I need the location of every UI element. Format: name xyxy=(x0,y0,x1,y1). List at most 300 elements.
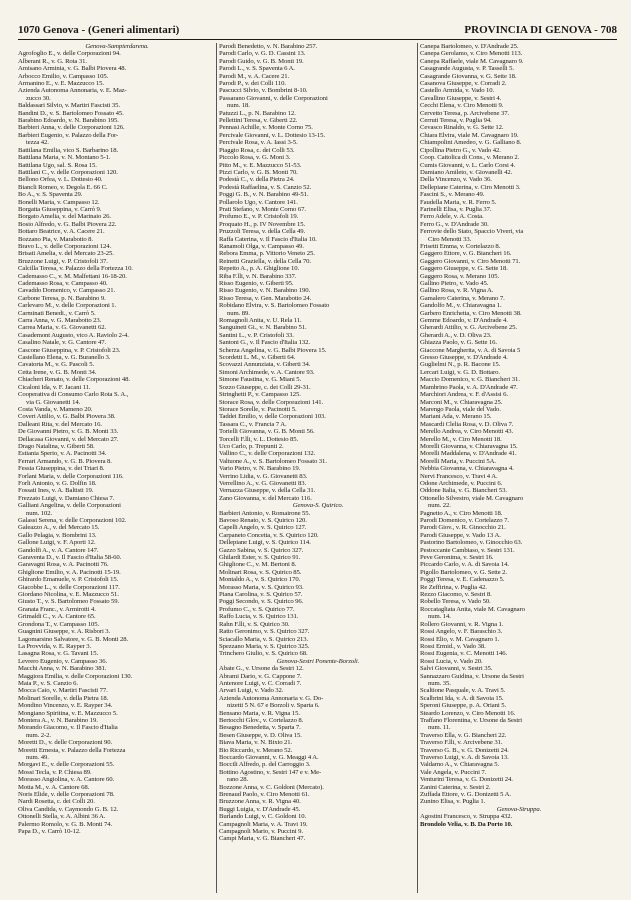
listing-entry: Canepa Bartolomeo, v. D'Andrade 25. xyxy=(420,43,519,50)
listing-entry: Dalleani Rita, v. del Mercato 16. xyxy=(18,420,102,428)
listing-entry: Campagnoli Maria, v. A. Travi 19. xyxy=(219,820,308,828)
listing-entry: num. 89. xyxy=(227,309,250,317)
listing-entry: Abate G., v. Ursone da Sestri 12. xyxy=(219,665,304,673)
listing-entry: Marengo Paola, viale del Vado. xyxy=(420,405,501,413)
listing-entry: Sciacallo Maria, v. S. Quirico 213. xyxy=(219,635,309,643)
listing-entry: Ferrovie dello Stato, Spaccio Viveri, via xyxy=(420,228,524,236)
listing-entry: Fessia Giuseppina, v. dei Triari 8. xyxy=(18,465,105,473)
listing-entry: Mascardi Clelia Rosa, v. D. Oliva 7. xyxy=(420,420,514,428)
listing-entry: Chiampolini Amedeo, v. G. Galliano 8. xyxy=(420,139,522,147)
listing-entry: Romagnoli Anita, v. U. Rela 11. xyxy=(219,317,302,325)
listing-entry: Poggi Secondo, v. S. Quirico 96. xyxy=(219,598,304,606)
listing-entry: Scordetti L. M., v. Giberti 64. xyxy=(219,354,296,362)
listing-entry: Mossi Tecla, v. P. Chiesa 89. xyxy=(18,768,92,776)
listing-entry: Spezzano Maria, v. S. Quirico 325. xyxy=(219,642,310,650)
listing-entry: Frezzato Luigi, v. Damiano Chiesa 7. xyxy=(18,494,115,502)
listing-entry: Ghiazza Paolo, v. G. Sette 16. xyxy=(420,339,497,347)
listing-entry: Morelli Giovanna, v. Chiaravagna 15. xyxy=(420,442,518,450)
listing-entry: Brenaud Paolo, v. Ciro Menotti 61. xyxy=(219,791,310,799)
listing-entry: Azienda Autonoma Annonaria, v. E. Maz- xyxy=(18,87,127,95)
listing-entry: Zanini Caterina, v. Sestri 2. xyxy=(420,783,491,791)
listing-entry: Cumis Giovanni, v. L. Carlo Corsi 4. xyxy=(420,161,516,169)
listing-entry: Macchi Anna, v. N. Barabino 381. xyxy=(18,665,107,673)
listing-entry: Parodi Guido, v. G. B. Monti 19. xyxy=(219,57,304,65)
listing-entry: Drago Natalina, v. Giberti 58. xyxy=(18,442,95,450)
listing-entry: Battilani C., v. delle Corporazioni 120. xyxy=(18,168,118,176)
listing-entry: Repetto A., p. A. Ghiglione 10. xyxy=(219,265,300,273)
listing-entry: Boccardo Giovanni, v. G. Meaggi 4 A. xyxy=(219,754,319,761)
listing-entry: Parodi M., v. A. Cacere 21. xyxy=(219,72,290,80)
listing-entry: Ghiglione Emilio, v. A. Pacinotti 15-19. xyxy=(18,568,121,576)
listing-entry: Coop. Cattolica di Cons., v. Merano 2. xyxy=(420,154,520,162)
listing-entry: num. 14. xyxy=(428,613,451,621)
listing-entry: Biava Maria, v. N. Bixio 21. xyxy=(219,739,293,747)
listing-entry: Parodi Domenico, v. Cortelazzo 7. xyxy=(420,517,509,524)
listing-entry: Barbieri Antonio, v. Romairone 55. xyxy=(219,509,311,517)
listing-entry: Carrea Maria, v. G. Giovanetti 62. xyxy=(18,324,107,332)
listing-entry: Valdarno A., v. Chiaravagna 5. xyxy=(420,761,500,769)
listing-entry: Casanova Giuseppe, v. Corradi 2. xyxy=(420,80,507,88)
listing-entry: Piana Carolina, v. S. Quirico 57. xyxy=(219,591,303,599)
listing-entry: Carbone Teresa, p. N. Barabino 9. xyxy=(18,294,106,302)
listing-entry: Cetta Irene, v. G. B. Monti 34. xyxy=(18,368,97,376)
listing-entry: Battilana Maria, v. N. Montano 5-1. xyxy=(18,154,111,162)
listing-entry: Cascone Giuseppina, v. P. Cristofoli 23. xyxy=(18,346,121,354)
listing-entry: Bonelli Maria, v. Campasso 12. xyxy=(18,198,100,206)
section-heading: Genova-Sampierdarena. xyxy=(85,43,149,50)
listing-entry: Carra Anna, v. G. Marabotto 23. xyxy=(18,317,102,325)
listing-entry: num. 18. xyxy=(227,102,250,110)
listing-entry: Morelli Maria, v. Puccini 5A. xyxy=(420,457,496,465)
listing-entry: Prati Stefano, v. Monte Corno 67. xyxy=(219,205,306,213)
listing-entry: Guglielmi N., p. R. Bacone 15. xyxy=(420,361,501,369)
listing-entry: Dellepiane Caterina, v. Ciro Menotti 3. xyxy=(420,183,521,191)
listing-entry: num. 22. xyxy=(428,502,451,510)
listing-entry: Bensano Maria, v. R. Vigna 15. xyxy=(219,709,300,717)
listing-entry: Stringhetti P., v. Campasso 125. xyxy=(219,391,301,399)
listing-entry: Pastorino Bartolomeo, v. Ginocchio 63. xyxy=(420,539,523,547)
listing-entry: Ferro G., v. D'Andrade 30. xyxy=(420,220,489,228)
listing-entry: Rossi Elio, v. M. Cavagnaro 1. xyxy=(420,635,500,643)
listing-entry: Pestoccante Cambiaso, v. Sestri 131. xyxy=(420,546,515,554)
listing-entry: Vernazza Giuseppe, v. della Cella 31. xyxy=(219,487,316,495)
listing-entry: Fascini S., v. Merano 49. xyxy=(420,191,485,199)
listing-entry: Garavagni Rosa, v. A. Pacinotti 76. xyxy=(18,561,109,569)
listing-entry: Podestà Raffaelina, v. S. Canzio 52. xyxy=(219,183,312,191)
listing-entry: Giordano Nicolina, v. E. Mazzucco 51. xyxy=(18,591,119,599)
listing-entry: Merello M., v. Ciro Menotti 18. xyxy=(420,435,502,443)
listing-entry: Simone Faustina, v. G. Miani 5. xyxy=(219,376,302,384)
listing-entry: Bozzone Anna, v. C. Goldoni (Mercato). xyxy=(219,783,324,791)
listing-entry: Cipollina Pietro G., v. Vado 42. xyxy=(420,146,501,154)
listing-entry: Traverso F.lli, v. Arcivebene 31. xyxy=(420,739,503,747)
listing-entry: Motta M., v. A. Cantore 68. xyxy=(18,783,90,791)
listing-entry: Oliva Candida, v. Caymondo G. B. 12. xyxy=(18,805,119,813)
listing-entry: Lagomarsino Salvatore, v. G. B. Monti 28. xyxy=(18,635,129,643)
listing-entry: Fossati Ines, v. A. Baltisti 19. xyxy=(18,487,94,495)
listing-entry: Canepa Gerolamo, v. Ciro Menotti 113. xyxy=(420,50,523,58)
listing-entry: Garbero Enrichetta, v. Ciro Menotti 38. xyxy=(420,309,522,317)
listing-entry: Ferro Adele, v. A. Costa. xyxy=(420,213,484,221)
column-1 xyxy=(18,43,216,893)
listing-entry: Bottaro Beatrice, v. A. Cacere 21. xyxy=(18,228,105,236)
listing-entry: Gamalero Caterina, v. Merano 7. xyxy=(420,294,505,302)
listing-entry: Scovazzi Annunziata, v. Giberti 34. xyxy=(219,361,311,369)
section-heading: Genova-Struppa. xyxy=(496,805,542,813)
listing-entry: Bruzzone Luigi, v. P. Cristofoli 37. xyxy=(18,257,108,265)
listing-entry: Pitto M., v. E. Mazzucco 51-53. xyxy=(219,161,302,169)
listing-entry: Granata Franc., v. Armirotti 4. xyxy=(18,605,96,613)
listing-entry: Guagnini Giuseppe, v. A. Risbori 3. xyxy=(18,628,111,636)
listing-entry: Re Zeffirina, v. Puglia 42. xyxy=(420,583,487,591)
listing-entry: Verrino Lidia, v. G. Giovanetti 83. xyxy=(219,472,308,480)
listing-entry: Cicaloni Ida, v. F. Jacani 11. xyxy=(18,383,91,391)
listing-entry: Lercari Luigi, v. G. D. Bottaro. xyxy=(420,368,500,376)
listing-entry: Ghiglione C., v. M. Bertoni 8. xyxy=(219,561,297,569)
listing-entry: Roccatagliata Anita, viale M. Cavagnaro xyxy=(420,605,525,613)
listing-entry: Ferrari Armando, v. G. B. Piovera 8. xyxy=(18,457,112,465)
listing-entry: Lasagna Rosa, v. G. Tavani 15. xyxy=(18,650,99,658)
listing-entry: zucco 30. xyxy=(26,94,51,102)
listing-entry: De Giovanni Pietro, v. G. B. Monti 33. xyxy=(18,428,119,436)
listing-entry: Cademasso C., v. M. Malfettani 16-18-20. xyxy=(18,272,127,280)
listing-entry: Brondolo Velia, v. B. Da Porto 10. xyxy=(420,820,513,828)
listing-entry: Cavallino Giuseppe, v. Sestri 4. xyxy=(420,94,502,102)
listing-entry: Battilana Emilia, vico S. Barbarino 18. xyxy=(18,146,119,154)
listing-entry: Coveri Attilio, v. G. Balbi Piovera 38. xyxy=(18,413,116,421)
listing-entry: Canepa Raffaele, viale M. Cavagnaro 9. xyxy=(420,57,524,65)
listing-entry: Gallino Pietro, v. Vado 45. xyxy=(420,280,489,287)
listing-entry: Giaccone Margherita, v. A. di Savoia 5 xyxy=(420,346,521,354)
listing-entry: Maia P., v. S. Canzio 6. xyxy=(18,679,78,687)
listing-entry: Zano Giovanna, v. del Mercato 116. xyxy=(219,494,312,502)
listing-entry: Pruzzoli Teresa, v. della Cella 49. xyxy=(219,228,306,236)
listing-entry: Bellono Orfea, v. L. Dottesio 40. xyxy=(18,176,103,184)
listing-entry: Gaggero Ettore, v. G. Biancheri 16. xyxy=(420,250,512,258)
listing-entry: Moretti Ernesta, v. Palazzo della Fortezza xyxy=(18,746,126,754)
listing-entry: Storace Rosa, v. delle Corporazioni 141. xyxy=(219,398,324,406)
listing-entry: Biancli Romeo, v. Degola E. 66 C. xyxy=(18,183,108,191)
listing-entry: Ottonelli Stella, v. A. Albini 36 A. xyxy=(18,813,106,821)
listing-entry: Montera A., v. N. Barabino 19. xyxy=(18,716,98,724)
listing-entry: Marchiori Andrea, v. F. d'Assisi 6. xyxy=(420,391,508,399)
listing-entry: Trinchero Giulio, v. S. Quirico 68. xyxy=(219,650,308,658)
listing-entry: Papa D., v. Carrò 10-12. xyxy=(18,828,81,836)
listing-entry: Moretti D., v. delle Corporazioni 90. xyxy=(18,739,113,747)
listing-entry: Gaggero Rosa, v. Merano 105. xyxy=(420,272,500,280)
listing-entry: Pollarolo Ugo, v. Cantore 141. xyxy=(219,198,298,206)
listing-entry: Pennasi Achille, v. Monte Corno 75. xyxy=(219,124,313,132)
listing-entry: Valtuone A., v. S. Bartolomeo Fossato 31. xyxy=(219,457,327,465)
listing-entry: Borgatta Giuseppina, v. Carrò 9. xyxy=(18,205,102,213)
listing-entry: Chiacheri Renato, v. delle Corporazioni 48. xyxy=(18,376,130,384)
listing-entry: Vario Pietro, v. N. Barabino 19. xyxy=(219,465,301,473)
listing-entry: Farinelli Elisa, v. Puglia 37. xyxy=(420,205,492,213)
listing-entry: Abrami Dario, v. G. Cappone 7. xyxy=(219,672,302,680)
listing-entry: Zuffada Ettore, v. G. Donizetti 5 A. xyxy=(420,791,511,799)
listing-entry: Cerruti Teresa, v. Puglia 94. xyxy=(420,117,492,125)
listing-entry: Vallino C., v. delle Corporazioni 132. xyxy=(219,450,316,458)
listing-entry: Parodi P., v. dei Colli 110. xyxy=(219,80,286,88)
listing-entry: Marconi M., v. Chiaravagna 25. xyxy=(420,398,503,406)
listing-entry: Gallone Luigi, v. F. Aporti 12. xyxy=(18,539,96,547)
listing-entry: Arbocco Emilio, v. Campasso 105. xyxy=(18,72,109,80)
listing-entry: Podestà C., v. della Pietra 24. xyxy=(219,176,295,184)
listing-entry: Mongiano Spiritina, v. E. Mazzucco 5. xyxy=(18,709,118,717)
listing-entry: Arvari Luigi, v. Vado 32. xyxy=(219,687,284,695)
listing-entry: Campagnoli Mario, v. Puccini 9. xyxy=(219,828,303,836)
listing-entry: Speroni Giuseppe, p. A. Oriani 5. xyxy=(420,702,507,710)
listing-entry: Galassi Serena, v. delle Corporazioni 102. xyxy=(18,517,127,524)
listing-entry: Nebbia Giovanna, v. Chiaravagna 4. xyxy=(420,465,514,473)
listing-entry: Cavaddo Domenico, v. Campasso 21. xyxy=(18,287,116,295)
listing-entry: Forli Antonio, v. G. Dolfin 18. xyxy=(18,479,97,487)
listing-entry: tezza 42. xyxy=(26,139,49,147)
listing-entry: Gandolfo M., v. Chiaravagna 1. xyxy=(420,302,502,310)
listing-entry: Armanino E., v. E. Mazzucco 15. xyxy=(18,80,104,88)
listing-entry: Peve Geronima, v. Sestri 16. xyxy=(420,554,494,562)
listing-entry: Gherardi Attilio, v. G. Arcivebene 25. xyxy=(420,324,517,332)
listing-entry: Dellacasa Giovanni, v. del Mercato 27. xyxy=(18,435,119,443)
listing-entry: Traffano Florentina, v. Ursone da Sestri xyxy=(420,716,522,724)
listing-entry: Estiania Sperio, v. A. Pacinotti 34. xyxy=(18,450,107,458)
listing-entry: Ghilardi Ester, v. S. Quirico 91. xyxy=(219,554,301,562)
listing-entry: Piccolo Rosa, v. G. Moni 3. xyxy=(219,154,291,162)
listing-entry: Dellepiane Luigi, v. S. Quirico 114. xyxy=(219,539,311,547)
listing-entry: Percivale Rosa, v. A. Iassi 3-5. xyxy=(219,139,298,147)
listing-entry: Casalino Natale, v. G. Cantore 47. xyxy=(18,339,107,347)
listing-entry: Traverso Luigi, v. A. di Savoia 13. xyxy=(420,754,509,761)
listing-entry: Galliani Angelina, v. delle Corporazioni xyxy=(18,502,121,510)
listing-entry: Proquato H., p. IV Novembre 15. xyxy=(219,220,306,228)
listing-entry: Parodi Giuseppe, v. Vado 13 A. xyxy=(420,531,501,539)
listing-entry: Gaggero Giuseppe, v. G. Sette 18. xyxy=(420,265,508,273)
listing-entry: Brisati Amelia, v. del Mercato 23-25. xyxy=(18,250,114,258)
listing-entry: Faudella Maria, v. R. Ferro 5. xyxy=(420,198,497,206)
listing-entry: Piccardo Carlo, v. A. di Savoia 14. xyxy=(420,561,509,569)
listing-entry: Percivale Giovanni, v. L. Dottesio 13-15. xyxy=(219,131,325,139)
listing-entry: num. 102. xyxy=(26,509,53,517)
listing-entry: via G. Giovanetti 14. xyxy=(26,398,81,406)
listing-entry: Castello Armida, v. Vado 10. xyxy=(420,87,495,95)
listing-entry: Ottonello Silvestro, viale M. Cavagnaro xyxy=(420,494,524,502)
listing-entry: Barbieri Eugenio, v. Palazzo della For- xyxy=(18,131,119,139)
listing-entry: Risso Eugenio, v. Giberti 95. xyxy=(219,280,294,287)
header-right: PROVINCIA DI GENOVA - 708 xyxy=(464,24,617,36)
listing-entry: Vale Angela, v. Puccini 7. xyxy=(420,768,487,776)
listing-entry: Bottino Agostino, v. Sestri 147 e v. Me- xyxy=(219,768,322,776)
listing-entry: Gandolfi A., v. A. Cantore 147. xyxy=(18,546,99,554)
listing-entry: Capelli Angelo, v. S. Quirico 127. xyxy=(219,524,307,532)
listing-entry: Pagnetto A., v. Ciro Menotti 18. xyxy=(420,509,503,517)
listing-entry: Barbieri Anna, v. delle Corporazioni 126. xyxy=(18,124,125,132)
listing-entry: Robidano Elvira, v. S. Bartolomeo Fossato xyxy=(219,302,330,310)
listing-entry: Damiano Amileto, v. Giovanelli 42. xyxy=(420,168,513,176)
listing-entry: Casagrande Augusta, v. P. Tasselli 5. xyxy=(420,65,514,73)
listing-entry: Giacobbe L., v. delle Corporazioni 117. xyxy=(18,583,120,591)
listing-entry: Carminati Benedi., v. Carrò 5. xyxy=(18,309,96,317)
listing-entry: num. 2-2. xyxy=(26,731,51,739)
listing-entry: Raffa Caterina, v. Il Fascio d'Italia 10. xyxy=(219,235,317,243)
listing-entry: Bavoso Renato, v. S. Quirico 120. xyxy=(219,517,307,524)
listing-entry: Barabino Edoardo, v. N. Barabino 195. xyxy=(18,117,119,125)
listing-entry: Molinari Sorelle, v. della Pietra 18. xyxy=(18,694,109,702)
listing-entry: Morando Giacomo, v. Il Fascio d'Italia xyxy=(18,724,118,732)
listing-entry: Gresso Giuseppe, v. D'Andrade 4. xyxy=(420,354,508,362)
listing-entry: Verrellino A., v. G. Giovanetti 83. xyxy=(219,479,307,487)
listing-entry: Della Vincenzo, v. Vado 36. xyxy=(420,176,492,184)
listing-entry: Profumo E., v. P. Cristofoli 19. xyxy=(219,213,299,221)
listing-entry: Gallino Rosa, v. R. Vigna A. xyxy=(420,287,494,295)
listing-entry: Sozzo Giuseppe, c. dei Colli 29-31. xyxy=(219,383,311,391)
listing-entry: Parodi L., v. S. Spaventa 6 A. xyxy=(219,65,295,73)
listing-entry: num. 11. xyxy=(428,724,451,732)
listing-entry: Rahn F.lli, v. S. Quirico 30. xyxy=(219,620,290,628)
listing-entry: Traverso Ella, v. G. Biancheri 22. xyxy=(420,731,507,739)
listing-entry: Amisano Arminia, v. G. Balbi Piovera 48. xyxy=(18,65,127,73)
listing-entry: num. 49. xyxy=(26,754,49,761)
listing-entry: Frisetti Emma, v. Cortelazzo 8. xyxy=(420,242,501,250)
listing-entry: Campi Maria, v. G. Biancheri 47. xyxy=(219,835,306,843)
listing-entry: Bertocchi Glov., v. Cortelazzo 8. xyxy=(219,716,304,724)
listing-entry: Parodi Giov., v. R. Ginocchio 21. xyxy=(420,524,506,532)
listing-entry: nizetti 5 N. 67 e Borzoli v. Sparta 6. xyxy=(227,702,320,710)
listing-entry: Morasso Angiolina, v. A. Cantore 60. xyxy=(18,776,115,784)
listing-entry: Sannazzaro Guidina, v. Ursone da Sestri xyxy=(420,672,524,680)
listing-entry: Cooperativa di Consumo Carlo Rota S. A., xyxy=(18,391,129,399)
listing-entry: Besagno Benedetta, v. Sparta 7. xyxy=(219,724,301,732)
listing-entry: Odone Archimede, v. Puccini 6. xyxy=(420,479,503,487)
listing-entry: Bio Riccardo, v. Merano 52. xyxy=(219,746,293,754)
listing-entry: Alberani R., v. G. Rota 31. xyxy=(18,57,87,65)
listing-entry: Piaggio Rosa, c. dei Colli 53. xyxy=(219,146,295,154)
listing-entry: Agrofoglio E., v. delle Corporazioni 94. xyxy=(18,50,121,58)
listing-entry: Reinetti Graziella, v. della Cella 70. xyxy=(219,257,311,265)
header-rule xyxy=(18,39,617,40)
listing-entry: Burlando Luigi, v. C. Goldoni 10. xyxy=(219,813,307,821)
listing-entry: Pigollo Bartolomeo, v. G. Sette 2. xyxy=(420,568,507,576)
listing-entry: Santoni G., v. Il Fascio d'Italia 132. xyxy=(219,339,310,347)
listing-entry: Levrero Eugenio, v. Campasso 36. xyxy=(18,657,108,665)
listing-entry: num. 35. xyxy=(428,679,451,687)
listing-entry: Rossi Lucia, v. Vado 20. xyxy=(420,657,483,665)
listing-entry: Riba F.lli, v. N. Barabino 337. xyxy=(219,272,297,280)
listing-entry: Salvi Giovanni, v. Sestri 35. xyxy=(420,665,493,673)
listing-entry: Gazzo Sabina, v. S. Quirico 327. xyxy=(219,546,304,554)
listing-entry: Risso Eugenio, v. N. Barabino 190. xyxy=(219,287,311,295)
listing-entry: Bravo L., v. delle Corporazioni 124. xyxy=(18,242,112,250)
listing-entry: Castellano Elena, v. G. Buranello 3. xyxy=(18,354,111,362)
listing-entry: Taddei Emilio, v. delle Corporazioni 103. xyxy=(219,413,326,421)
listing-entry: Antenore Luigi, v. C. Corradi 7. xyxy=(219,679,302,687)
listing-entry: Uco Carlo, p. Trepunti 2. xyxy=(219,442,284,450)
listing-entry: Ranamoli Olga, v. Campasso 49. xyxy=(219,242,304,250)
listing-entry: Patuzzi L., p. N. Barabino 12. xyxy=(219,109,296,117)
listing-entry: Battilana Ugo, sal. S. Rosa 15. xyxy=(18,161,97,169)
listing-entry: Raffo Lucia, v. S. Quirico 131. xyxy=(219,613,299,621)
listing-entry: Grimaldi C., v. A. Cantore 65. xyxy=(18,613,96,621)
listing-entry: Parodi Benedetto, v. N. Barabino 257. xyxy=(219,43,318,50)
section-heading: Genova-Sestri Ponente-Borzoli. xyxy=(276,657,360,665)
column-2 xyxy=(216,43,417,893)
listing-entry: Giusto T., v. S. Bartolomeo Fossato 59. xyxy=(18,598,120,606)
listing-entry: Galeazzo A., v. del Mercato 15. xyxy=(18,524,100,532)
listing-entry: Gallo Pelagia, v. Bombrini 13. xyxy=(18,531,97,539)
listing-entry: Cavatorta M., v. G. Pascoli 5. xyxy=(18,361,95,369)
listing-entry: La Provvida, v. E. Rayper 3. xyxy=(18,642,92,650)
listing-entry: Palermo Romolo, v. G. B. Monti 74. xyxy=(18,820,113,828)
listing-entry: Noris Elide, v. delle Corporazioni 78. xyxy=(18,791,115,799)
listing-entry: Molinari Rosa, v. S. Quirico 85. xyxy=(219,568,302,576)
listing-entry: Pellettini Teresa, v. Giberti 22. xyxy=(219,117,298,125)
listing-entry: Parodi Carlo, v. G. D. Cassini 13. xyxy=(219,50,306,58)
listing-entry: Nervi Francesco, v. Travi 4 A. xyxy=(420,472,498,480)
listing-entry: Besen Giuseppe, v. D. Oliva 15. xyxy=(219,731,302,739)
listing-entry: Oddone Italia, v. G. Biancheri 53. xyxy=(420,487,507,495)
listing-entry: Buggi Luigia, v. D'Andrade 45. xyxy=(219,805,301,813)
column-3 xyxy=(417,43,618,893)
listing-entry: Calcilla Teresa, v. Palazzo della Fortezza 10. xyxy=(18,265,133,273)
listing-entry: Morgavi E., v. delle Corporazioni 55. xyxy=(18,761,115,769)
listing-entry: Tassara C., v. Francia 7 A. xyxy=(219,420,287,428)
listing-columns xyxy=(18,43,618,893)
listing-entry: Poggi G. B., v. N. Barabino 49-51. xyxy=(219,191,309,199)
listing-entry: Torielli Giovanna, v. G. B. Monti 56. xyxy=(219,428,315,436)
listing-entry: Poggi Teresa, v. E. Cadenazzo 5. xyxy=(420,576,505,584)
listing-entry: Gherardi A., v. D. Oliva 23. xyxy=(420,331,492,339)
listing-entry: Rebora Emma, p. Vittorio Veneto 25. xyxy=(219,250,315,258)
listing-entry: Mambrino Paola, v. A. D'Andrade 47. xyxy=(420,383,518,391)
listing-entry: Merello Andrea, v. Ciro Menotti 43. xyxy=(420,428,514,436)
listing-entry: rano 28. xyxy=(227,776,249,784)
section-heading: Genova-S. Quirico. xyxy=(292,502,344,510)
listing-entry: Bruzzone Anna, v. R. Vigna 40. xyxy=(219,798,301,806)
listing-entry: Rezzo Giacomo, v. Sestri 8. xyxy=(420,591,492,599)
page-header xyxy=(18,23,617,37)
listing-entry: Carpaneto Concetta, v. S. Quirico 120. xyxy=(219,531,319,539)
listing-entry: Maccio Domenico, v. G. Biancheri 31. xyxy=(420,376,520,384)
listing-entry: Rossi Angelo, v. F. Baraschio 3. xyxy=(420,628,503,636)
listing-entry: Scalbrini Ida, v. A. di Savoia 15. xyxy=(420,694,504,702)
listing-entry: Morasso Maria, v. S. Quirico 93. xyxy=(219,583,304,591)
listing-entry: Zunino Elisa, v. Puglia 1. xyxy=(420,798,486,806)
listing-entry: Agostini Francesco, v. Struppa 432. xyxy=(420,813,513,821)
listing-entry: Ghirardo Emanuele, v. P. Cristofoli 15. xyxy=(18,576,119,584)
listing-entry: Bandini D., v. S. Bartolomeo Fossato 45. xyxy=(18,109,124,117)
listing-entry: Borgato Amelia, v. del Marinaio 26. xyxy=(18,213,111,221)
listing-entry: Traverso G. B., v. G. Donizetti 24. xyxy=(420,746,509,754)
listing-entry: Azienda Autonoma Annonaria v. G. Do- xyxy=(219,694,324,702)
listing-entry: Ratto Geronimo, v. S. Quirico 327. xyxy=(219,628,310,636)
header-left: 1070 Genova - (Generi alimentari) xyxy=(18,24,180,36)
listing-entry: Santini L., v. P. Cristofoli 33. xyxy=(219,331,294,339)
listing-entry: Gaggero Giovanni, v. Ciro Menotti 71. xyxy=(420,257,521,265)
listing-entry: Chiara Elvira, viale M. Cavagnaro 19. xyxy=(420,131,519,139)
listing-entry: Ciro Menotti 33. xyxy=(428,235,472,243)
listing-entry: Bozzano Pia, v. Marabotto 8. xyxy=(18,235,93,243)
listing-entry: Montaldo A., v. S. Quirico 170. xyxy=(219,576,301,584)
listing-entry: Rollero Giovanni, v. R. Vigna 1. xyxy=(420,620,504,628)
listing-entry: Boccili Alfredo, p. del Carroggio 3. xyxy=(219,761,311,769)
listing-entry: Cecchi Elena, v. Ciro Menotti 9. xyxy=(420,102,504,110)
listing-entry: Bosio Alfredo, v. G. Balbi Piovera 22. xyxy=(18,220,117,228)
listing-entry: Risso Teresa, v. Gen. Marabotto 24. xyxy=(219,294,312,302)
listing-entry: Venturini Teresa, v. G. Donizetti 24. xyxy=(420,776,513,784)
listing-entry: Garaventa D., v. Il Fascio d'Italia 58-60. xyxy=(18,554,122,562)
listing-entry: Baldassari Silvio, v. Martiri Fascisti 35. xyxy=(18,102,120,110)
listing-entry: Cademasso Rosa, v. Campasso 40. xyxy=(18,280,108,287)
listing-entry: Casagrande Giovanna, v. G. Sette 18. xyxy=(420,72,517,80)
